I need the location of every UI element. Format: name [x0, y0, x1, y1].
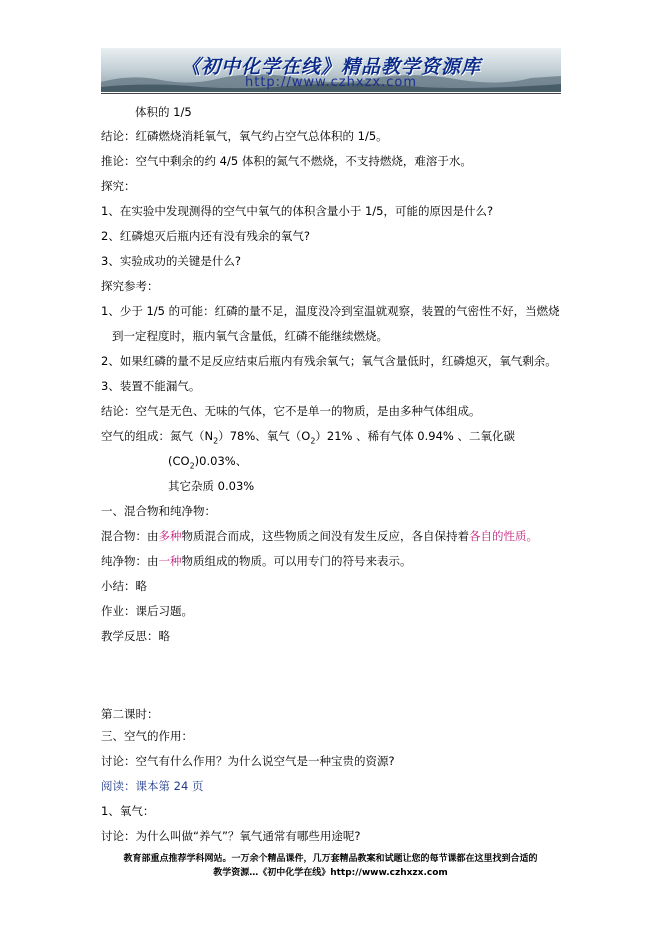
text-line: 小结：略 [101, 579, 147, 593]
text-line: 3、实验成功的关键是什么? [101, 254, 241, 268]
text-line: 作业：课后习题。 [101, 604, 193, 618]
header-banner [101, 48, 561, 92]
text-line: 其它杂质 0.03% [168, 479, 255, 493]
header-divider [101, 93, 561, 94]
banner-url[interactable]: http://www.czhxzx.com [245, 75, 417, 90]
text-line: 讨论：为什么叫做“养气”？氧气通常有哪些用途呢? [101, 829, 361, 843]
section-heading: 第二课时： [101, 707, 159, 721]
text-line: 到一定程度时，瓶内氧气含量低，红磷不能继续燃烧。 [112, 329, 388, 343]
co2-line: $(CO_2)0.03\%$、 [168, 454, 248, 471]
text-line: 体积的 1/5 [135, 105, 192, 119]
footer-line: 教育部重点推荐学科网站。一万余个精品课件，几万套精品教案和试题让您的每节课都在这里找到合适的 [123, 854, 538, 864]
section-heading: 三、空气的作用： [101, 729, 193, 743]
text-line: 3、装置不能漏气。 [101, 379, 201, 393]
text-line: 2、如果红磷的量不足反应结束后瓶内有残余氧气；氧气含量低时，红磷熄灭，氧气剩余。 [101, 354, 557, 368]
text-line: 教学反思：略 [101, 629, 170, 643]
text-line: 探究： [101, 179, 136, 193]
text-line: 推论：空气中剩余的约 4/5 体积的氮气不燃烧，不支持燃烧，难溶于水。 [101, 154, 472, 168]
pure-substance-definition: 纯净物：由一种物质组成的物质。可以用专门的符号来表示。 [101, 554, 412, 568]
text-line: 结论：红磷燃烧消耗氧气，氧气约占空气总体积的 1/5。 [101, 129, 388, 143]
text-line: 2、红磷熄灭后瓶内还有没有残余的氧气? [101, 229, 310, 243]
section-heading: 一、混合物和纯净物： [101, 504, 216, 518]
text-line: 探究参考： [101, 279, 159, 293]
text-line: 1、氧气： [101, 804, 155, 818]
footer-line: 教学资源…《初中化学在线》http://www.czhxzx.com [213, 868, 448, 878]
text-line: 结论：空气是无色、无味的气体，它不是单一的物质，是由多种气体组成。 [101, 404, 481, 418]
text-line: 1、在实验中发现测得的空气中氧气的体积含量小于 1/5，可能的原因是什么? [101, 204, 494, 218]
mixture-definition: 混合物：由多种物质混合而成，这些物质之间没有发生反应，各自保持着各自的性质。 [101, 529, 538, 543]
reading-line: 阅读：课本第 24 页 [101, 779, 204, 793]
text-line: 讨论：空气有什么作用？为什么说空气是一种宝贵的资源? [101, 754, 395, 768]
text-line: 1、少于 1/5 的可能：红磷的量不足，温度没冷到室温就观察，装置的气密性不好，当燃烧 [101, 304, 560, 318]
banner-title: 《初中化学在线》精品教学资源库 [180, 56, 481, 78]
air-composition-line: 空气的组成：氮气$(N_2)78\%$、氧气$(O_2)21\%$ 、稀有气体 0.94% 、二氧化碳 [101, 429, 515, 446]
